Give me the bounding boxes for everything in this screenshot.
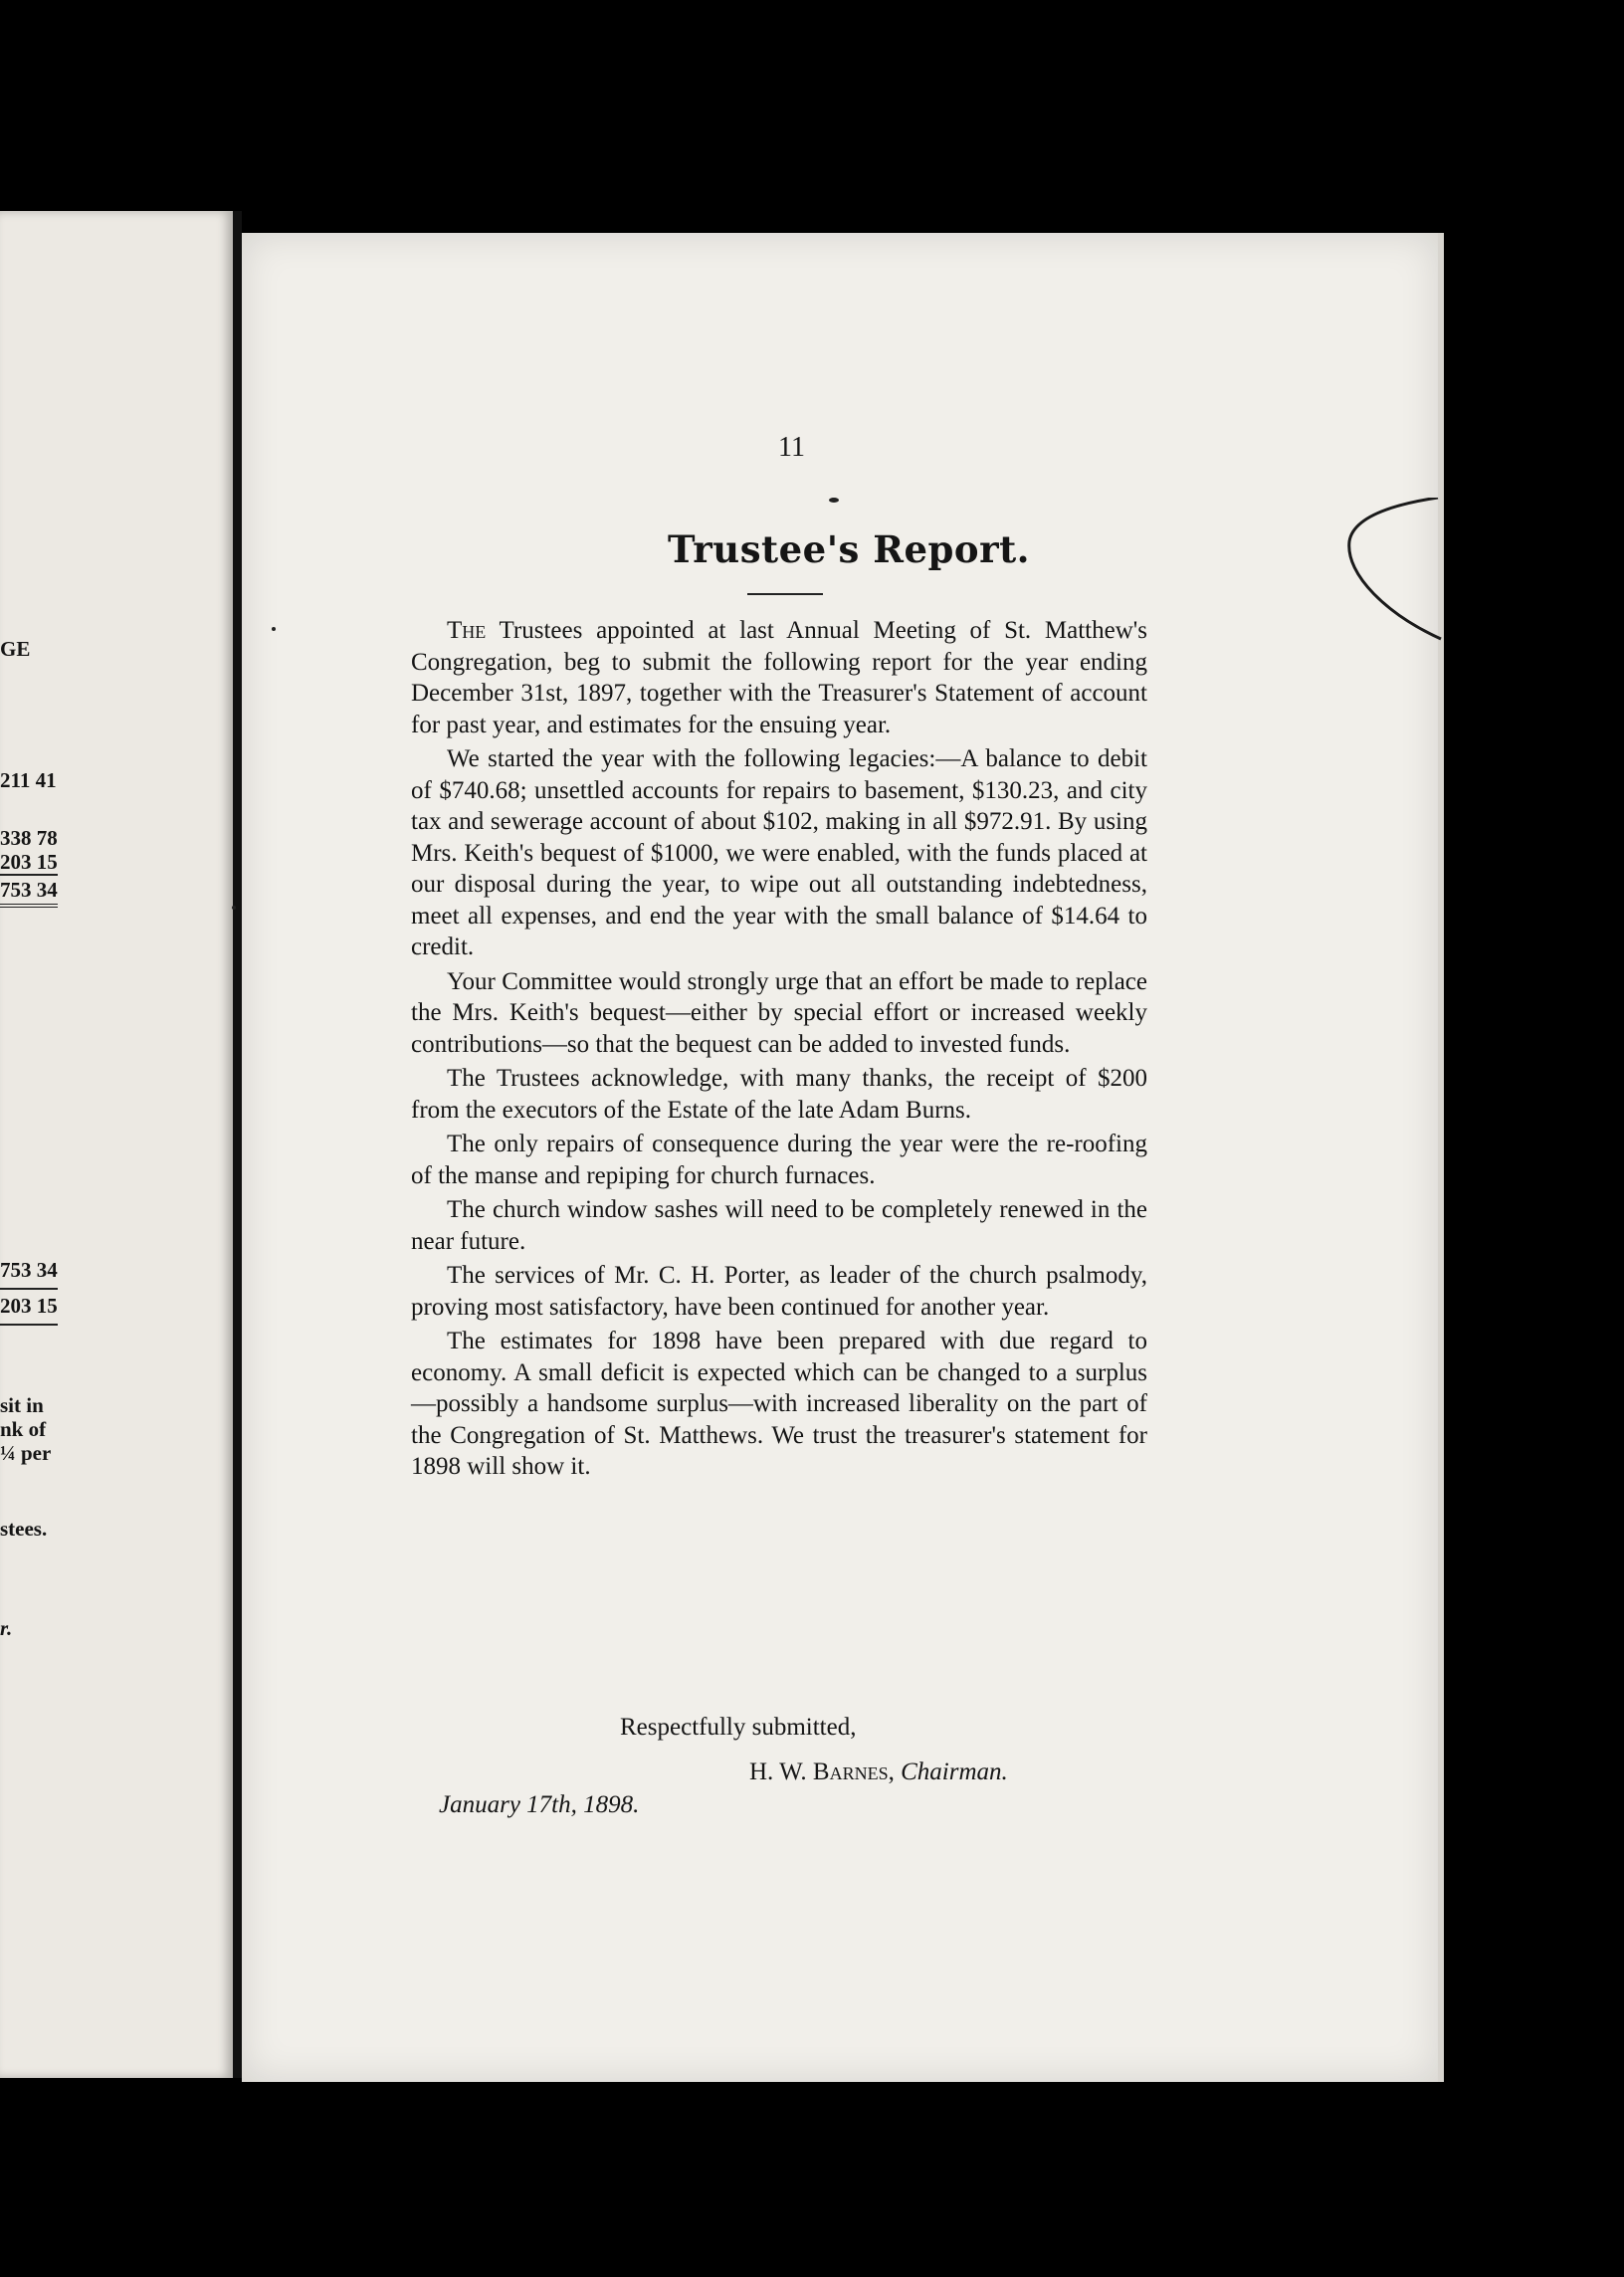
page-curl-mark [1343,498,1453,647]
fragment-text: ¼ per [0,1441,52,1465]
fragment-amount: 203 15 [0,1294,58,1318]
signatory-role: Chairman. [901,1759,1008,1785]
page-number: 11 [778,432,805,463]
title-divider [747,593,823,595]
report-body [411,615,1147,1486]
fragment-text: r. [0,1616,13,1640]
previous-page-fragment [0,211,233,2078]
paragraph: The services of Mr. C. H. Porter, as leader of the church psalmody, proving most satisfactory, have been continued for another year. [411,1262,1147,1321]
report-date: January 17th, 1898. [439,1791,640,1818]
scan-speck [232,906,236,910]
fragment-text: sit in [0,1393,44,1417]
paragraph: The estimates for 1898 have been prepared with due regard to economy. A small deficit is expected which can be changed to a surplus—possibly a handsome surplus—with increased liberality on the part of the Congregation of St. Matthews. We trust the treasurer's statement for 1898 will show it. [411,1328,1147,1480]
paragraph: The Trustees acknowledge, with many thanks, the receipt of $200 from the executors of the Estate of the late Adam Burns. [411,1065,1147,1124]
paragraph-text: Trustees appointed at last Annual Meeting of St. Matthew's Congregation, beg to submit the following report for the year ending December 31st, 1897, together with the Treasurer's Statement of account for past year, and estimates for the ensuing year. [411,617,1147,738]
fragment-amount: 338 78 [0,826,58,850]
page-title: Trustee's Report. [667,527,1031,571]
closing-line: Respectfully submitted, [620,1714,857,1741]
fragment-total: 753 34 [0,878,58,902]
scan-speck [272,627,276,631]
paragraph: Your Committee would strongly urge that an effort be made to replace the Mrs. Keith's bequest—either by special effort or increased weekly contributions—so that the bequest can be added to invested funds. [411,967,1147,1058]
book-gutter [233,211,242,2078]
paragraph-lead: The [447,617,487,644]
sum-rule [0,1324,58,1326]
fragment-amount: 753 34 [0,1258,58,1282]
sum-rule [0,1288,58,1290]
total-double-rule [0,904,58,910]
scan-speck [829,498,839,503]
paragraph: We started the year with the following legacies:—A balance to debit of $740.68; unsettled accounts for repairs to basement, $130.23, and city tax and sewerage account of about $102, making in all $972.91. By using Mrs. Keith's bequest of $1000, we were enabled, with the funds placed at our disposal during the year, to wipe out all outstanding indebtedness, meet all expenses, and end the year with the small balance of $14.64 to credit. [411,745,1147,960]
paragraph: The only repairs of consequence during the year were the re-roofing of the manse and repiping for church furnaces. [411,1131,1147,1189]
sum-rule [0,874,58,876]
signatory-name: H. W. Barnes, [749,1759,895,1785]
fragment-text: stees. [0,1517,48,1541]
signature-block [749,1759,1008,1786]
document-page [242,233,1438,2082]
fragment-text: nk of [0,1417,47,1441]
fragment-amount: 211 41 [0,768,57,792]
paragraph [411,615,1147,740]
fragment-heading: GE [0,637,31,661]
paragraph: The church window sashes will need to be completely renewed in the near future. [411,1196,1147,1255]
fragment-amount: 203 15 [0,850,58,874]
